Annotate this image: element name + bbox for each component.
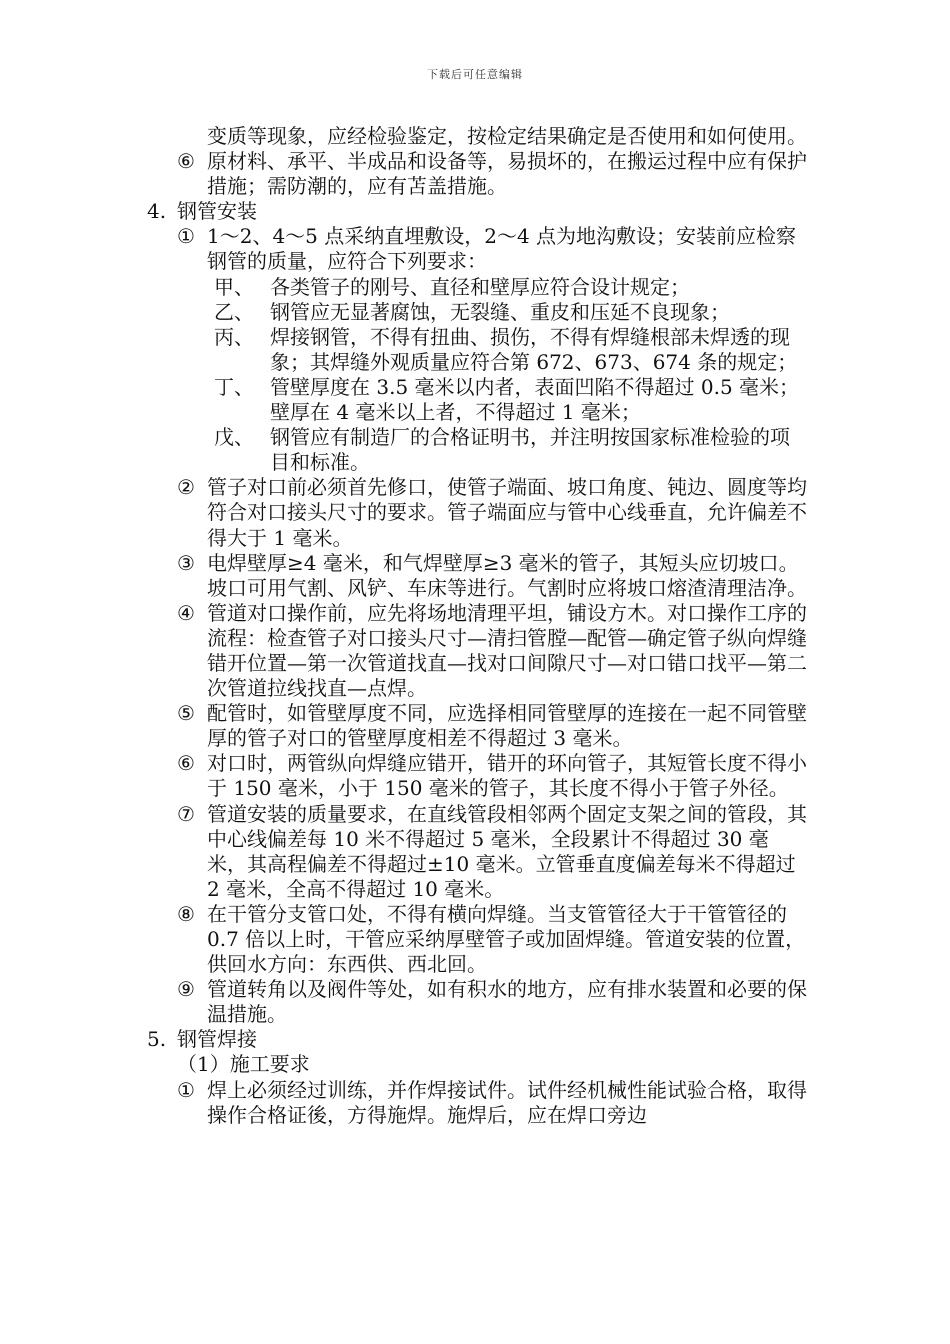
document-body [0,124,950,1128]
subsection-heading: （1）施工要求 [177,1052,310,1077]
circled-number-5: ⑤ [177,701,195,726]
circled-number-2: ② [177,475,195,500]
list-item-5-1 [0,1078,950,1128]
circled-number-4: ④ [177,600,195,625]
sub-item-label: 戊、 [214,425,254,450]
sub-item-text: 各类管子的刚号、直径和壁厚应符合设计规定； [270,274,690,299]
list-item-text: 电焊壁厚≥4 毫米，和气焊壁厚≥3 毫米的管子，其短头应切坡口。坡口可用气割、风铲、车床等进行。气割时应将坡口熔渣清理洁净。 [207,550,807,600]
list-item-text: 1～2、4～5 点采纳直埋敷设，2～4 点为地沟敷设；安装前应检察钢管的质量，应符合下列要求： [207,224,797,274]
list-item-4-9 [0,977,950,1027]
section-number: 4. [147,199,167,224]
sub-item-text: 钢管应无显著腐蚀，无裂缝、重皮和压延不良现象； [270,299,730,324]
circled-number-1: ① [177,1077,195,1102]
sub-item-ding [0,375,950,425]
sub-item-text: 钢管应有制造厂的合格证明书，并注明按国家标准检验的项目和标准。 [270,425,790,475]
circled-number-6: ⑥ [177,751,195,776]
continuation-paragraph: 变质等现象，应经检验鉴定，按检定结果确定是否使用和如何使用。 [207,124,807,148]
sub-item-jia [0,275,950,300]
circled-number-8: ⑧ [177,901,195,926]
sub-item-bing [0,325,950,375]
sub-item-yi [0,300,950,325]
section-heading-4 [0,199,950,224]
list-item-4-8 [0,902,950,977]
list-item-text: 在干管分支管口处，不得有横向焊缝。当支管管径大于干管管径的 0.7 倍以上时，干管应采纳厚壁管子或加固焊缝。管道安装的位置，供回水方向：东西供、西北回。 [207,901,806,977]
circled-number-6: ⑥ [177,149,195,174]
sub-item-label: 丙、 [214,324,254,349]
section-number: 5. [147,1027,167,1052]
page-header: 下载后可任意编辑 [427,68,523,81]
list-item-text: 管道转角以及阀件等处，如有积水的地方，应有排水装置和必要的保温措施。 [207,977,807,1027]
list-item-material-protection [0,149,950,199]
list-item-text: 管子对口前必须首先修口，使管子端面、坡口角度、钝边、圆度等均符合对口接头尺寸的要求。管子端面应与管中心线垂直，允许偏差不得大于 1 毫米。 [207,475,807,550]
list-item-text: 管道对口操作前，应先将场地清理平坦，铺设方木。对口操作工序的流程：检查管子对口接头尺寸—清扫管膛—配管—确定管子纵向焊缝错开位置—第一次管道找直—找对口间隙尺寸—对口错口找平—第二次管道拉线找直—点焊。 [207,600,807,701]
list-item-4-6 [0,751,950,801]
circled-number-1: ① [177,224,195,249]
section-heading-5 [0,1027,950,1052]
section-title: 钢管安装 [177,199,257,224]
list-item-text: 焊上必须经过训练，并作焊接试件。试件经机械性能试验合格，取得操作合格证後，方得施焊。施焊后，应在焊口旁边 [207,1077,807,1127]
list-item-4-5 [0,701,950,751]
list-item-4-4 [0,601,950,701]
circled-number-9: ⑨ [177,977,195,1002]
sub-item-text: 焊接钢管，不得有扭曲、损伤，不得有焊缝根部未焊透的现象；其焊缝外观质量应符合第 672、673、674 条的规定； [270,324,798,374]
sub-item-text: 管壁厚度在 3.5 毫米以内者，表面凹陷不得超过 0.5 毫米；壁厚在 4 毫米以上者，不得超过 1 毫米； [270,374,800,425]
list-item-text: 原材料、承平、半成品和设备等，易损坏的，在搬运过程中应有保护措施；需防潮的，应有苫盖措施。 [207,149,807,199]
circled-number-3: ③ [177,550,195,575]
list-item-4-7 [0,802,950,902]
list-item-text: 配管时，如管壁厚度不同，应选择相同管壁厚的连接在一起不同管壁厚的管子对口的管壁厚度相差不得超过 3 毫米。 [207,701,807,751]
sub-item-label: 乙、 [214,299,254,324]
list-item-text: 对口时，两管纵向焊缝应错开，错开的环向管子，其短管长度不得小于 150 毫米，小于 150 毫米的管子，其长度不得小于管子外径。 [207,751,807,801]
list-item-4-3 [0,551,950,601]
list-item-text: 管道安装的质量要求，在直线管段相邻两个固定支架之间的管段，其中心线偏差每 10 米不得超过 5 毫米，全段累计不得超过 30 毫米，其高程偏差不得超过±10 毫米。立管垂直度偏差每米不得超过 2 毫米，全高不得超过 10 毫米。 [207,801,807,901]
circled-number-7: ⑦ [177,801,195,826]
list-item-4-1 [0,224,950,274]
sub-item-wu [0,425,950,475]
sub-item-label: 甲、 [214,274,254,299]
sub-item-label: 丁、 [214,374,254,399]
list-item-4-2 [0,475,950,550]
section-title: 钢管焊接 [177,1027,257,1052]
